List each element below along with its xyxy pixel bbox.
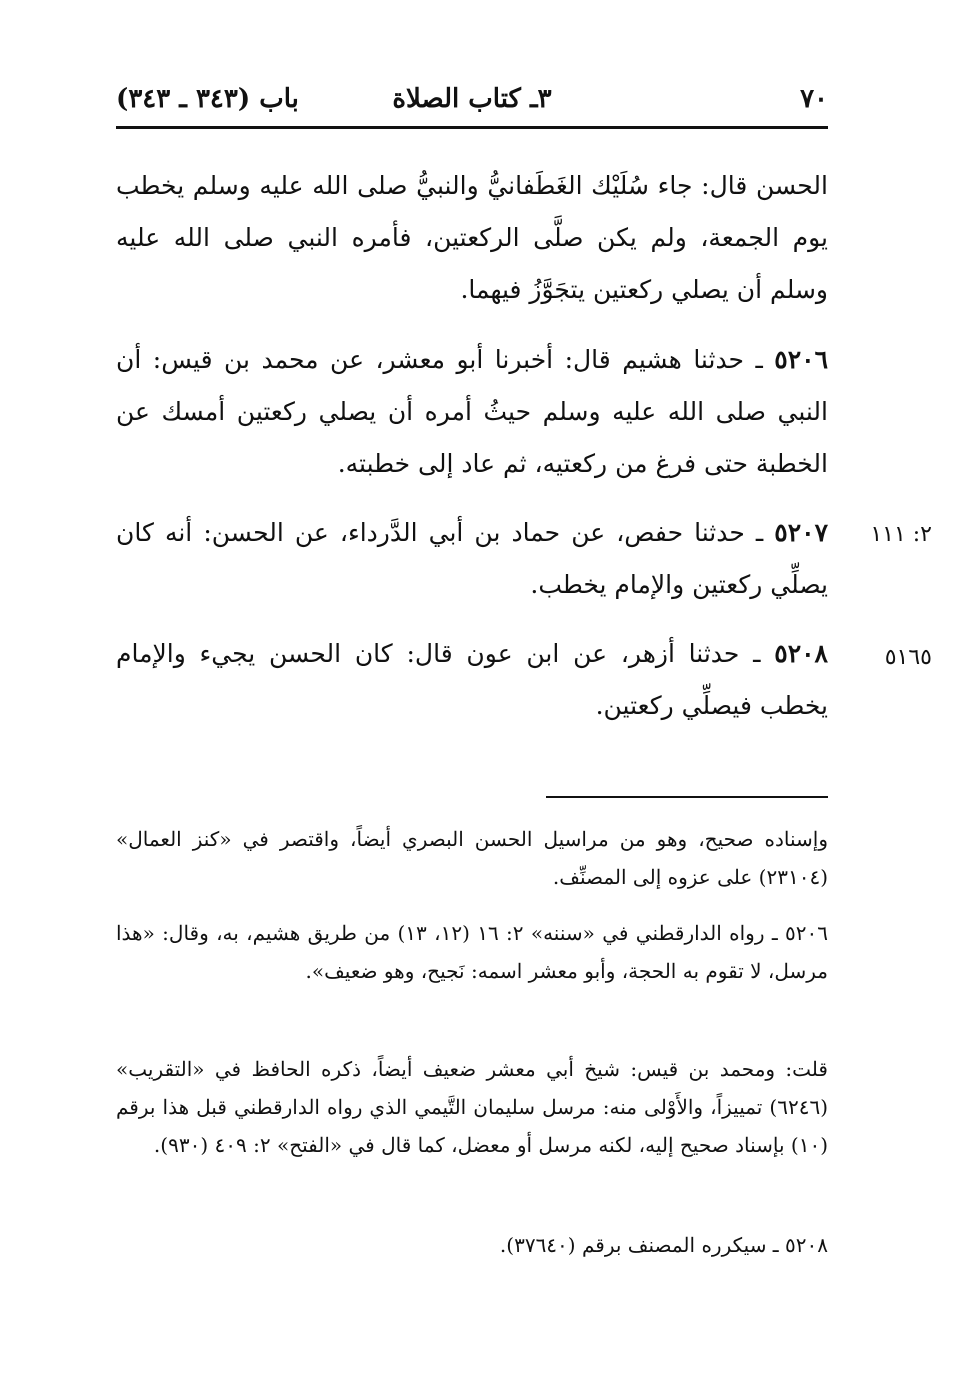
footnote-rule	[546, 796, 828, 798]
hadith-5208	[116, 628, 828, 732]
page-number: ٧٠	[800, 84, 828, 114]
margin-reference: ٢: ١١١	[870, 522, 932, 547]
page-header	[116, 78, 828, 122]
paragraph-text: ـ حدثنا هشيم قال: أخبرنا أبو معشر، عن محمد بن قيس: أن النبي صلى الله عليه وسلم حيثُ أمره أن يصلي ركعتين أمسك عن الخطبة حتى فرغ من ركعتيه، ثم عاد إلى خطبته.	[116, 345, 828, 478]
footnote: ٥٢٠٦ ـ رواه الدارقطني في «سننه» ٢: ١٦ (١٢، ١٣) من طريق هشيم، به، وقال: «هذا مرسل، لا تقوم به الحجة، وأبو معشر اسمه: نَجيح، وهو ضعيف».	[116, 921, 828, 983]
header-rule	[116, 126, 828, 129]
margin-reference: ٥١٦٥	[884, 645, 932, 670]
book-title: ٣ـ كتاب الصلاة	[392, 84, 552, 114]
footnote: قلت: ومحمد بن قيس: شيخ أبي معشر ضعيف أيضاً، ذكره الحافظ في «التقريب» (٦٢٤٦) تمييزاً، والأَوْلى منه: مرسل سليمان التَّيمي الذي رواه الدارقطني قبل هذا برقم (١٠) بإسناد صحيح إليه، لكنه مرسل أو معضل، كما قال في «الفتح» ٢: ٤٠٩ (٩٣٠).	[116, 1057, 828, 1157]
hadith-5207	[116, 507, 828, 611]
paragraph-text: ـ حدثنا أزهر، عن ابن عون قال: كان الحسن يجيء والإمام يخطب فيصلِّي ركعتين.	[116, 639, 828, 720]
hadith-number: ٥٢٠٦	[774, 345, 828, 374]
chapter-reference: باب (٣٤٣ ـ ٣٤٣)	[116, 84, 299, 114]
hadith-number: ٥٢٠٨	[774, 639, 828, 668]
hadith-5206	[116, 334, 828, 490]
hadith-number: ٥٢٠٧	[774, 518, 828, 547]
paragraph-text: ـ حدثنا حفص، عن حماد بن أبي الدَّرداء، عن الحسن: أنه كان يصلِّي ركعتين والإمام يخطب.	[116, 518, 828, 599]
paragraph-continued	[116, 160, 828, 316]
footnote: ٥٢٠٨ ـ سيكرره المصنف برقم (٣٧٦٤٠).	[499, 1233, 828, 1257]
footnote: وإسناده صحيح، وهو من مراسيل الحسن البصري أيضاً، واقتصر في «كنز العمال» (٢٣١٠٤) على عزوه إلى المصنِّف.	[116, 827, 828, 889]
paragraph-text: الحسن قال: جاء سُلَيْك الغَطَفانيُّ والنبيُّ صلى الله عليه وسلم يخطب يوم الجمعة، ولم يكن صلَّى الركعتين، فأمره النبي صلى الله عليه وسلم أن يصلي ركعتين يتجَوَّزُ فيهما.	[116, 171, 828, 304]
